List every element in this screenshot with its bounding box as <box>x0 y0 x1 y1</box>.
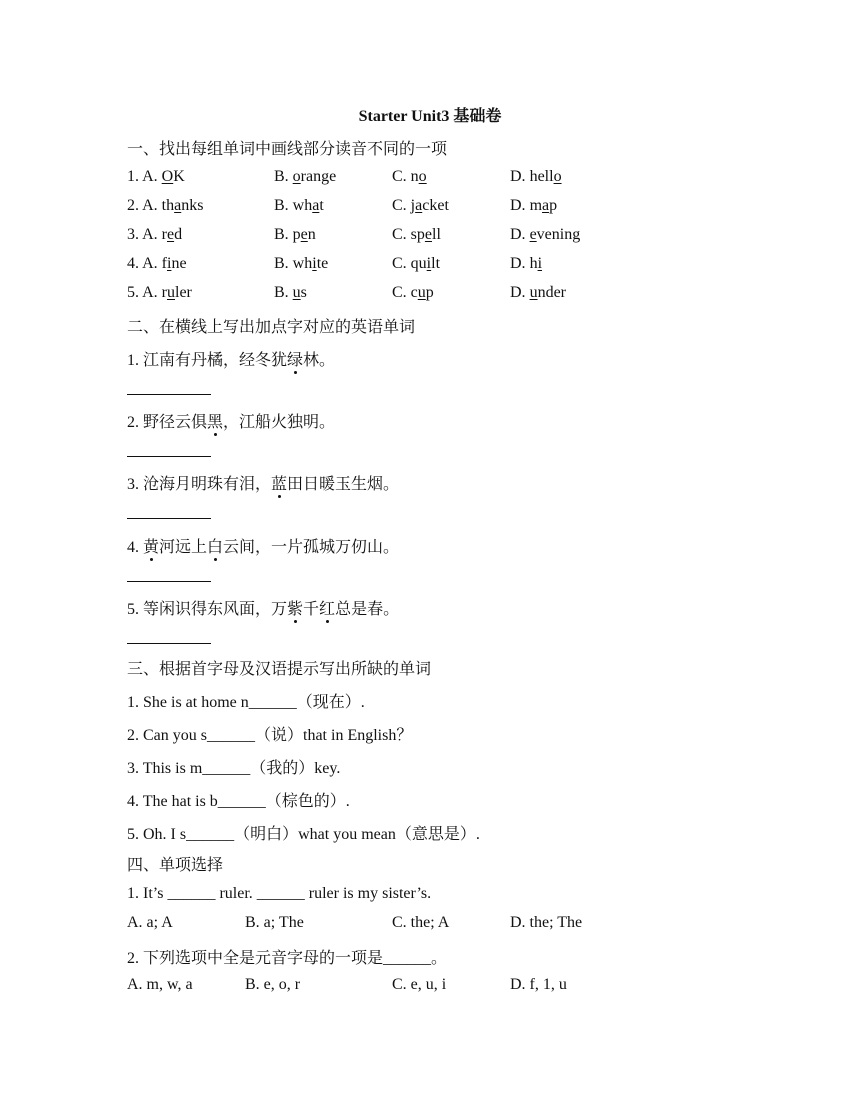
pronunciation-q1-option-d <box>510 168 562 186</box>
pronunciation-q3-option-c <box>392 226 441 244</box>
word-part: t <box>319 197 324 214</box>
pronunciation-q5-option-c <box>392 284 434 302</box>
poem-text: 千 <box>303 601 320 618</box>
pronunciation-q3-option-a <box>127 226 182 244</box>
pronunciation-q5-option-b <box>274 284 307 302</box>
word-part: f <box>161 255 167 272</box>
word-part: te <box>316 255 329 272</box>
question-number: 5. A. <box>127 284 162 301</box>
word-part: p <box>425 284 434 301</box>
poem-text: 总是春。 <box>335 601 400 618</box>
answer-blank-4[interactable] <box>127 581 211 582</box>
question-number: 2. A. <box>127 197 162 214</box>
poem-text: 等闲识得东风面，万 <box>143 601 288 618</box>
section4-heading: 四、单项选择 <box>127 857 224 874</box>
word-part: r <box>161 284 167 301</box>
mc-q1-option-a: A. a; A <box>127 914 173 931</box>
option-label: D. <box>510 226 530 243</box>
underlined-letters: O <box>161 168 174 185</box>
poem-text: 江南有丹橘，经冬犹 <box>143 352 288 369</box>
poem-line-3 <box>127 471 399 494</box>
word-part: vening <box>536 226 581 243</box>
mc-q2-option-a: A. m, w, a <box>127 976 193 993</box>
underlined-letters: a <box>415 197 423 214</box>
mc-q2-option-d: D. f, 1, u <box>510 976 567 993</box>
underlined-letters: o <box>418 168 427 185</box>
section1-heading: 一、找出每组单词中画线部分读音不同的一项 <box>127 141 448 158</box>
word-part: range <box>300 168 337 185</box>
item-number: 5. <box>127 601 143 618</box>
dotted-character: 红 <box>319 601 336 618</box>
word-part: n <box>410 168 419 185</box>
poem-line-5 <box>127 596 399 619</box>
word-part: r <box>161 226 167 243</box>
underlined-letters: e <box>529 226 537 243</box>
pronunciation-q2-option-b <box>274 197 324 215</box>
poem-line-4 <box>127 534 399 557</box>
question-number: 1. A. <box>127 168 162 185</box>
poem-line-1 <box>127 347 335 370</box>
option-label: B. <box>274 226 293 243</box>
option-label: C. <box>392 255 411 272</box>
option-label: D. <box>510 197 530 214</box>
answer-blank-1[interactable] <box>127 394 211 395</box>
dotted-character: 白 <box>207 539 224 556</box>
underlined-letters: a <box>542 197 550 214</box>
mc-question-1-stem: 1. It’s ______ ruler. ______ ruler is my sister’s. <box>127 885 432 902</box>
underlined-letters: u <box>417 284 426 301</box>
option-label: C. <box>392 168 411 185</box>
word-part: c <box>410 284 418 301</box>
item-number: 2. <box>127 414 143 431</box>
mc-q2-option-c: C. e, u, i <box>392 976 447 993</box>
pronunciation-q4-option-d <box>510 255 542 273</box>
option-label: B. <box>274 168 293 185</box>
underlined-letters: i <box>167 255 172 272</box>
poem-text: 河远上 <box>159 539 208 556</box>
word-part: p <box>549 197 558 214</box>
pronunciation-q3-option-b <box>274 226 316 244</box>
mc-q1-option-d: D. the; The <box>510 914 583 931</box>
item-number: 1. <box>127 352 143 369</box>
option-label: D. <box>510 255 530 272</box>
underlined-letters: e <box>424 226 433 243</box>
item-number: 4. <box>127 539 143 556</box>
option-label: C. <box>392 284 411 301</box>
section3-heading: 三、根据首字母及汉语提示写出所缺的单词 <box>127 661 432 678</box>
pronunciation-q1-option-a <box>127 168 185 186</box>
question-number: 3. A. <box>127 226 162 243</box>
word-part: th <box>161 197 175 214</box>
option-label: B. <box>274 255 293 272</box>
word-part: d <box>174 226 183 243</box>
answer-blank-5[interactable] <box>127 643 211 644</box>
word-part: sp <box>410 226 425 243</box>
word-part: ler <box>175 284 192 301</box>
underlined-letters: u <box>292 284 301 301</box>
poem-text: 田日暖玉生烟。 <box>287 476 400 493</box>
poem-text: 云间，一片孤城万仞山。 <box>223 539 400 556</box>
underlined-letters: o <box>292 168 301 185</box>
underlined-letters: i <box>312 255 317 272</box>
pronunciation-q1-option-c <box>392 168 427 186</box>
word-part: h <box>529 255 538 272</box>
pronunciation-q2-option-d <box>510 197 557 215</box>
underlined-letters: a <box>174 197 182 214</box>
question-number: 4. A. <box>127 255 162 272</box>
option-label: C. <box>392 226 411 243</box>
poem-text: 野径云俱 <box>143 414 208 431</box>
pronunciation-q5-option-a <box>127 284 192 302</box>
dotted-character: 绿 <box>287 352 304 369</box>
mc-q2-option-b: B. e, o, r <box>245 976 301 993</box>
poem-text: 林。 <box>303 352 336 369</box>
answer-blank-2[interactable] <box>127 456 211 457</box>
poem-line-2 <box>127 409 335 432</box>
pronunciation-q2-option-a <box>127 197 203 215</box>
option-label: D. <box>510 284 530 301</box>
pronunciation-q4-option-a <box>127 255 187 273</box>
word-part: m <box>529 197 543 214</box>
pronunciation-q1-option-b <box>274 168 336 186</box>
underlined-letters: u <box>529 284 538 301</box>
poem-text: 沧海月明珠有泪， <box>143 476 272 493</box>
underlined-letters: o <box>553 168 562 185</box>
underlined-letters: i <box>537 255 543 272</box>
word-part: p <box>292 226 301 243</box>
dotted-character: 紫 <box>287 601 304 618</box>
section2-heading: 二、在横线上写出加点字对应的英语单词 <box>127 319 416 336</box>
underlined-letters: a <box>312 197 320 214</box>
dotted-character: 黑 <box>207 414 224 431</box>
dotted-character: 黄 <box>143 539 160 556</box>
option-label: B. <box>274 197 293 214</box>
word-part: hell <box>529 168 554 185</box>
section3-item-5: 5. Oh. I s______（明白）what you mean（意思是）. <box>127 826 480 843</box>
answer-blank-3[interactable] <box>127 518 211 519</box>
dotted-character: 蓝 <box>271 476 288 493</box>
word-part: ll <box>432 226 441 243</box>
option-label: D. <box>510 168 530 185</box>
word-part: ne <box>171 255 187 272</box>
mc-q1-option-c: C. the; A <box>392 914 450 931</box>
underlined-letters: i <box>426 255 432 272</box>
mc-question-2-stem: 2. 下列选项中全是元音字母的一项是______。 <box>127 950 448 967</box>
pronunciation-q3-option-d <box>510 226 580 244</box>
mc-q1-option-b: B. a; The <box>245 914 304 931</box>
word-part: lt <box>431 255 441 272</box>
word-part: qu <box>410 255 427 272</box>
document-title: Starter Unit3 基础卷 <box>358 108 502 125</box>
word-part: j <box>410 197 416 214</box>
pronunciation-q2-option-c <box>392 197 449 215</box>
word-part: s <box>300 284 307 301</box>
word-part: cket <box>422 197 449 214</box>
word-part: nks <box>181 197 204 214</box>
section3-item-4: 4. The hat is b______（棕色的）. <box>127 793 350 810</box>
section3-item-2: 2. Can you s______（说）that in English？ <box>127 727 413 744</box>
underlined-letters: u <box>167 284 175 301</box>
word-part: wh <box>292 197 313 214</box>
underlined-letters: e <box>300 226 308 243</box>
word-part: nder <box>537 284 566 301</box>
word-part: wh <box>292 255 313 272</box>
pronunciation-q4-option-c <box>392 255 440 273</box>
pronunciation-q4-option-b <box>274 255 328 273</box>
option-label: B. <box>274 284 293 301</box>
option-label: C. <box>392 197 411 214</box>
word-part: n <box>307 226 316 243</box>
poem-text: ，江船火独明。 <box>223 414 336 431</box>
section3-item-1: 1. She is at home n______（现在）. <box>127 694 365 711</box>
underlined-letters: e <box>167 226 175 243</box>
section3-item-3: 3. This is m______（我的）key. <box>127 760 341 777</box>
word-part: K <box>173 168 185 185</box>
pronunciation-q5-option-d <box>510 284 566 302</box>
item-number: 3. <box>127 476 143 493</box>
